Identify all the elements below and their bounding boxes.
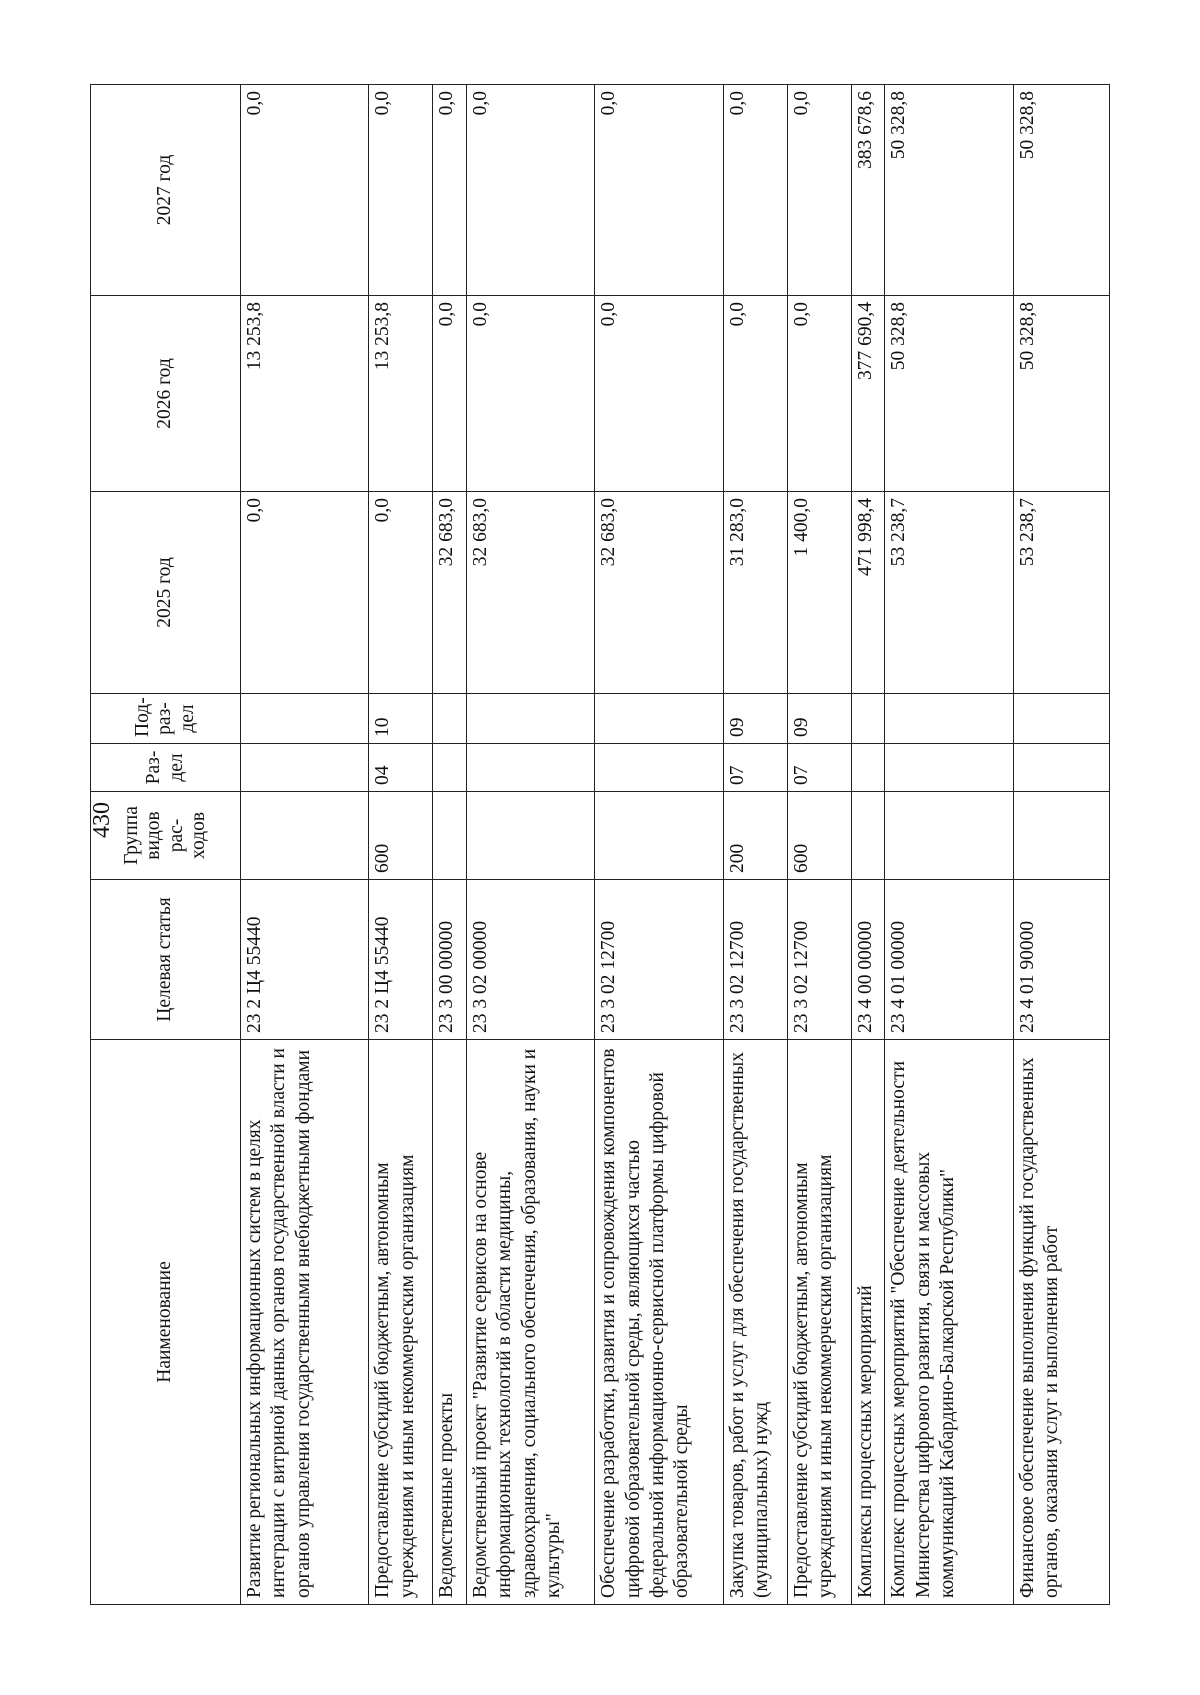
cell-2027: 383 678,6: [851, 85, 885, 296]
table-header-row: [91, 85, 241, 1605]
budget-table: [90, 84, 1110, 1605]
cell-section: [851, 744, 885, 792]
cell-2025: 53 238,7: [885, 492, 1013, 694]
cell-2026: 377 690,4: [851, 296, 885, 492]
cell-2026: 13 253,8: [241, 296, 369, 492]
cell-2027: 0,0: [787, 85, 851, 296]
cell-2025: 471 998,4: [851, 492, 885, 694]
table-row: [885, 85, 1013, 1605]
header-group: Группа видов рас-ходов: [91, 792, 241, 880]
page-number: 430: [89, 802, 115, 838]
cell-group: [467, 792, 595, 880]
table-row: [433, 85, 467, 1605]
rotated-table-wrapper: [90, 85, 1110, 1605]
cell-2025: 1 400,0: [787, 492, 851, 694]
cell-target: 23 4 01 00000: [885, 880, 1013, 1040]
cell-2026: 50 328,8: [1013, 296, 1109, 492]
cell-name: Закупка товаров, работ и услуг для обеспечения государственных (муниципальных) нужд: [723, 1040, 787, 1605]
cell-name: Комплекс процессных мероприятий "Обеспечение деятельности Министерства цифрового развития, связи и массовых коммуникаций Кабардино-Балкарской Республики": [885, 1040, 1013, 1605]
cell-target: 23 2 Ц4 55440: [369, 880, 433, 1040]
cell-target: 23 3 02 12700: [723, 880, 787, 1040]
cell-subsection: 10: [369, 694, 433, 744]
header-2027: 2027 год: [91, 85, 241, 296]
cell-2026: 0,0: [467, 296, 595, 492]
cell-2027: 0,0: [433, 85, 467, 296]
cell-2025: 32 683,0: [467, 492, 595, 694]
cell-group: 600: [369, 792, 433, 880]
cell-2026: 0,0: [723, 296, 787, 492]
cell-subsection: [241, 694, 369, 744]
cell-2025: 0,0: [241, 492, 369, 694]
cell-subsection: [595, 694, 723, 744]
cell-2027: 0,0: [369, 85, 433, 296]
cell-section: [241, 744, 369, 792]
cell-2027: 50 328,8: [885, 85, 1013, 296]
table-row: [241, 85, 369, 1605]
header-2026: 2026 год: [91, 296, 241, 492]
cell-section: [433, 744, 467, 792]
cell-section: [885, 744, 1013, 792]
cell-2026: 13 253,8: [369, 296, 433, 492]
cell-target: 23 3 02 00000: [467, 880, 595, 1040]
cell-name: Ведомственные проекты: [433, 1040, 467, 1605]
cell-2026: 0,0: [595, 296, 723, 492]
cell-name: Обеспечение разработки, развития и сопровождения компонентов цифровой образовательной среды, являющихся частью федеральной информационно-сервисной платформы цифровой образовательной среды: [595, 1040, 723, 1605]
header-section: Раз-дел: [91, 744, 241, 792]
cell-target: 23 4 00 00000: [851, 880, 885, 1040]
cell-2025: 32 683,0: [433, 492, 467, 694]
cell-group: [241, 792, 369, 880]
cell-name: Предоставление субсидий бюджетным, автономным учреждениям и иным некоммерческим организациям: [369, 1040, 433, 1605]
table-row: [1013, 85, 1109, 1605]
cell-section: 07: [723, 744, 787, 792]
cell-subsection: [467, 694, 595, 744]
table-row: [787, 85, 851, 1605]
cell-subsection: 09: [723, 694, 787, 744]
cell-subsection: [851, 694, 885, 744]
cell-group: [851, 792, 885, 880]
cell-2026: 50 328,8: [885, 296, 1013, 492]
cell-2027: 0,0: [723, 85, 787, 296]
cell-target: 23 3 02 12700: [787, 880, 851, 1040]
cell-target: 23 4 01 90000: [1013, 880, 1109, 1040]
cell-2027: 50 328,8: [1013, 85, 1109, 296]
cell-2027: 0,0: [241, 85, 369, 296]
cell-subsection: [433, 694, 467, 744]
cell-subsection: [1013, 694, 1109, 744]
cell-group: 200: [723, 792, 787, 880]
cell-target: 23 2 Ц4 55440: [241, 880, 369, 1040]
header-name: Наименование: [91, 1040, 241, 1605]
cell-group: [433, 792, 467, 880]
cell-section: [467, 744, 595, 792]
cell-section: [1013, 744, 1109, 792]
cell-target: 23 3 02 12700: [595, 880, 723, 1040]
cell-2025: 0,0: [369, 492, 433, 694]
cell-subsection: 09: [787, 694, 851, 744]
cell-name: Развитие региональных информационных систем в целях интеграции с витриной данных органов государственной власти и органов управления государственными внебюджетными фондами: [241, 1040, 369, 1605]
table-row: [851, 85, 885, 1605]
header-2025: 2025 год: [91, 492, 241, 694]
table-row: [723, 85, 787, 1605]
cell-name: Ведомственный проект "Развитие сервисов на основе информационных технологий в области медицины, здравоохранения, социального обеспечения, образования, науки и культуры": [467, 1040, 595, 1605]
cell-2027: 0,0: [467, 85, 595, 296]
cell-2026: 0,0: [787, 296, 851, 492]
cell-section: 04: [369, 744, 433, 792]
cell-2025: 31 283,0: [723, 492, 787, 694]
cell-section: 07: [787, 744, 851, 792]
table-row: [467, 85, 595, 1605]
cell-target: 23 3 00 00000: [433, 880, 467, 1040]
header-subsection: Под-раз-дел: [91, 694, 241, 744]
cell-subsection: [885, 694, 1013, 744]
cell-group: 600: [787, 792, 851, 880]
table-row: [595, 85, 723, 1605]
header-target: Целевая статья: [91, 880, 241, 1040]
cell-2027: 0,0: [595, 85, 723, 296]
table-row: [369, 85, 433, 1605]
cell-group: [595, 792, 723, 880]
cell-section: [595, 744, 723, 792]
cell-name: Финансовое обеспечение выполнения функций государственных органов, оказания услуг и выполнения работ: [1013, 1040, 1109, 1605]
cell-2025: 32 683,0: [595, 492, 723, 694]
cell-name: Предоставление субсидий бюджетным, автономным учреждениям и иным некоммерческим организациям: [787, 1040, 851, 1605]
cell-group: [885, 792, 1013, 880]
cell-name: Комплексы процессных мероприятий: [851, 1040, 885, 1605]
cell-group: [1013, 792, 1109, 880]
cell-2026: 0,0: [433, 296, 467, 492]
cell-2025: 53 238,7: [1013, 492, 1109, 694]
